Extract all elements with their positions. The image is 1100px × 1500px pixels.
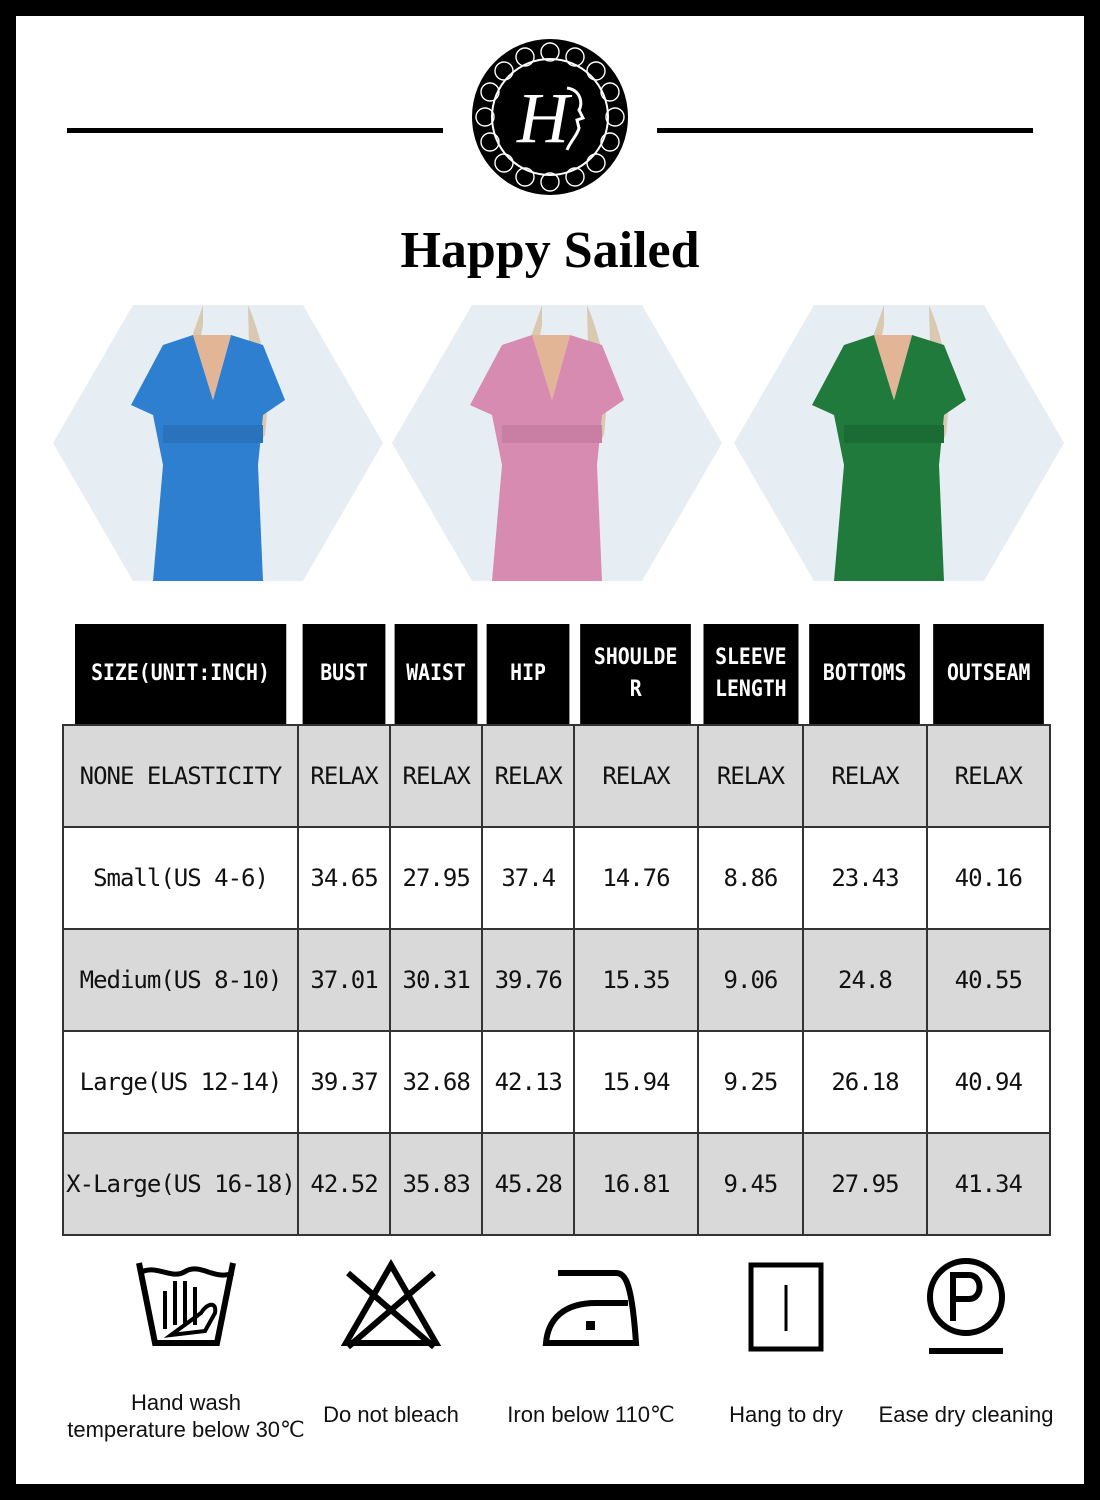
- table-cell: 14.76: [574, 827, 697, 929]
- care-label: Ease dry cleaning: [878, 1402, 1054, 1427]
- column-header: OUTSEAM: [933, 624, 1044, 725]
- table-cell: 9.25: [698, 1031, 804, 1133]
- table-cell: 27.95: [803, 1133, 926, 1235]
- size-table-header: [63, 624, 1050, 725]
- care-label: [66, 1389, 306, 1443]
- care-label-line: temperature below 30℃: [67, 1417, 305, 1442]
- hang-dry-icon: [731, 1251, 841, 1361]
- table-cell: 37.01: [298, 929, 390, 1031]
- green-jumpsuit-photo: [734, 305, 1064, 581]
- table-cell: 37.4: [482, 827, 574, 929]
- table-cell: 8.86: [698, 827, 804, 929]
- table-cell: NONE ELASTICITY: [63, 725, 298, 827]
- table-cell: RELAX: [927, 725, 1050, 827]
- table-cell: RELAX: [482, 725, 574, 827]
- care-label: Do not bleach: [323, 1402, 459, 1427]
- table-cell: 27.95: [390, 827, 482, 929]
- table-cell: Medium(US 8-10): [63, 929, 298, 1031]
- iron-low-icon: [536, 1251, 646, 1361]
- care-label: Hang to dry: [729, 1402, 843, 1427]
- table-cell: 15.35: [574, 929, 697, 1031]
- do-not-bleach-icon: [336, 1251, 446, 1361]
- table-cell: 42.52: [298, 1133, 390, 1235]
- table-cell: 15.94: [574, 1031, 697, 1133]
- header-rule-left: [67, 128, 443, 133]
- table-row: [63, 929, 1050, 1031]
- table-cell: RELAX: [298, 725, 390, 827]
- pink-jumpsuit-photo: [392, 305, 722, 581]
- table-cell: Large(US 12-14): [63, 1031, 298, 1133]
- table-cell: 40.55: [927, 929, 1050, 1031]
- column-header: WAIST: [395, 624, 478, 725]
- table-cell: RELAX: [390, 725, 482, 827]
- table-cell: 23.43: [803, 827, 926, 929]
- dry-clean-p-icon: [911, 1251, 1021, 1361]
- care-dry-clean: [856, 1251, 1076, 1451]
- table-cell: 24.8: [803, 929, 926, 1031]
- column-header: SIZE(UNIT:INCH): [75, 624, 287, 725]
- header-rule-right: [657, 128, 1033, 133]
- table-cell: 35.83: [390, 1133, 482, 1235]
- table-cell: 30.31: [390, 929, 482, 1031]
- column-header: BOTTOMS: [809, 624, 920, 725]
- care-hand-wash: [66, 1251, 306, 1451]
- blue-jumpsuit-photo: [53, 305, 383, 581]
- size-chart-sheet: [16, 16, 1084, 1484]
- table-cell: 45.28: [482, 1133, 574, 1235]
- table-cell: RELAX: [698, 725, 804, 827]
- table-row: [63, 725, 1050, 827]
- care-label: Iron below 110℃: [507, 1402, 675, 1427]
- care-label-line: Hand wash: [130, 1390, 242, 1415]
- column-header: HIP: [487, 624, 570, 725]
- table-row: [63, 1133, 1050, 1235]
- column-header: SHOULDE R: [580, 624, 691, 725]
- table-cell: 16.81: [574, 1133, 697, 1235]
- hand-wash-icon: [131, 1251, 241, 1361]
- table-cell: 41.34: [927, 1133, 1050, 1235]
- table-cell: 32.68: [390, 1031, 482, 1133]
- table-row: [63, 827, 1050, 929]
- table-cell: 26.18: [803, 1031, 926, 1133]
- table-cell: 42.13: [482, 1031, 574, 1133]
- table-cell: 9.45: [698, 1133, 804, 1235]
- table-row: [63, 1031, 1050, 1133]
- table-cell: 39.76: [482, 929, 574, 1031]
- size-table: [62, 624, 1051, 1236]
- table-cell: X-Large(US 16-18): [63, 1133, 298, 1235]
- brand-name: Happy Sailed: [400, 222, 700, 279]
- table-cell: 9.06: [698, 929, 804, 1031]
- table-cell: RELAX: [574, 725, 697, 827]
- table-cell: Small(US 4-6): [63, 827, 298, 929]
- care-iron-low: [491, 1251, 691, 1451]
- table-cell: 40.16: [927, 827, 1050, 929]
- column-header: BUST: [303, 624, 386, 725]
- logo-lettering: H: [517, 78, 569, 158]
- h-woman-profile-logo-icon: [471, 38, 629, 196]
- table-cell: 40.94: [927, 1031, 1050, 1133]
- care-do-not-bleach: [291, 1251, 491, 1451]
- column-header: SLEEVE LENGTH: [703, 624, 798, 725]
- table-cell: 39.37: [298, 1031, 390, 1133]
- table-cell: RELAX: [803, 725, 926, 827]
- table-cell: 34.65: [298, 827, 390, 929]
